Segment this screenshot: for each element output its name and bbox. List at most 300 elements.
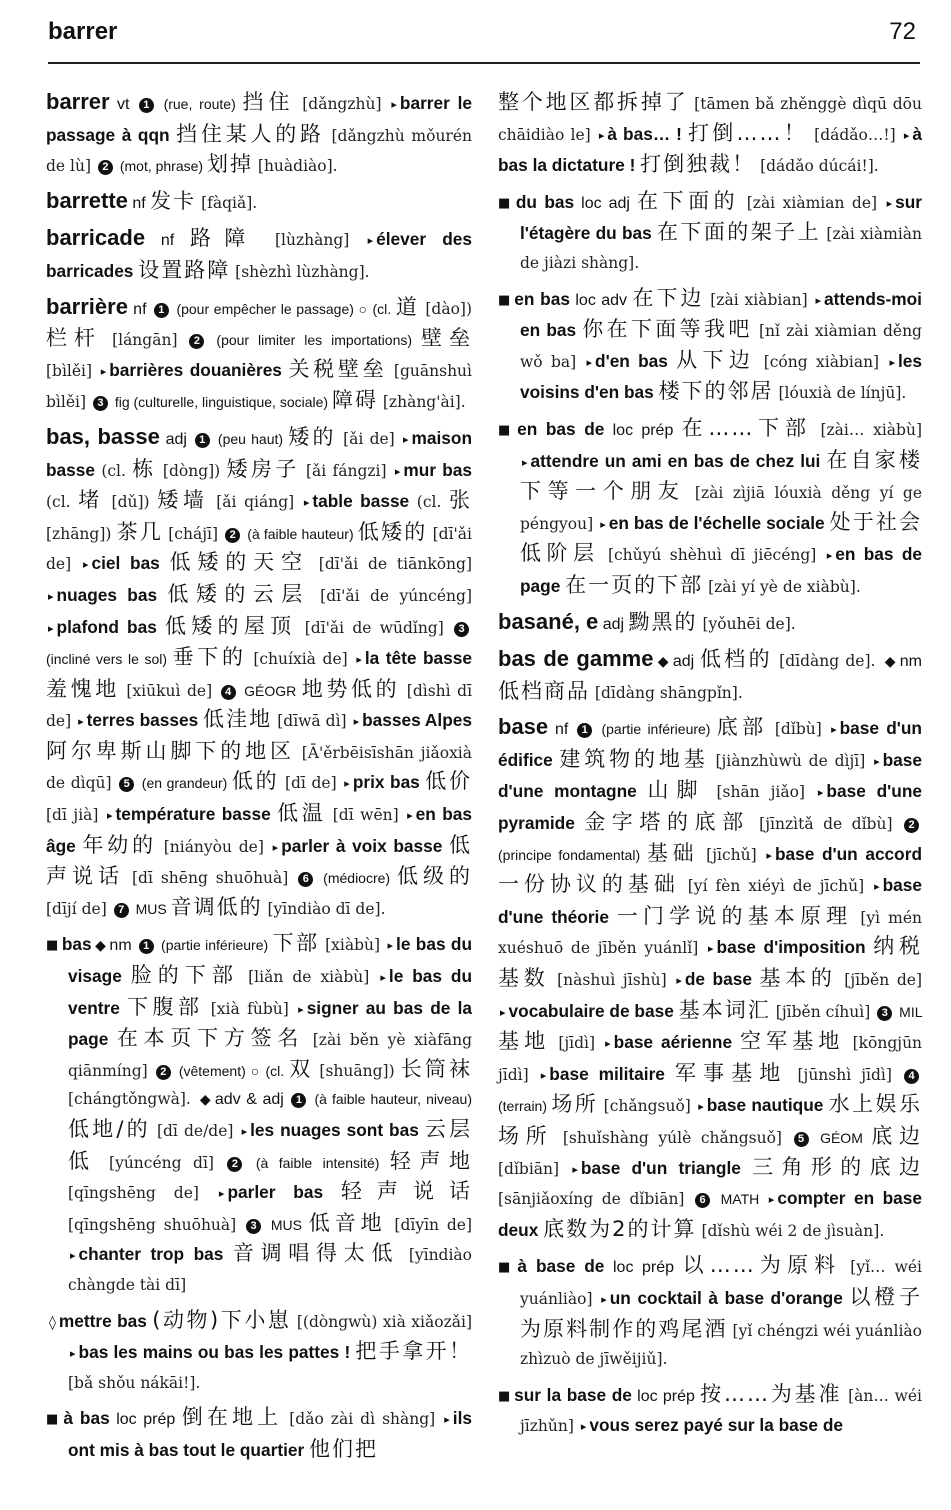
sense-number: 2 <box>904 818 919 833</box>
french-phrase: mettre bas <box>58 1310 153 1331</box>
pinyin: [chájī] <box>163 524 224 543</box>
category-diamond-icon: ◆ <box>94 938 107 955</box>
example-marker-icon: ▸ <box>889 355 895 369</box>
chinese-translation: 楼下的邻居 <box>658 379 774 404</box>
chinese-translation: 建筑物的地基 <box>559 746 709 771</box>
pinyin: [jīnzìtǎ de dǐbù] <box>749 815 902 834</box>
category-diamond-icon: ◆ <box>199 1092 212 1109</box>
sense-number: 3 <box>454 622 469 637</box>
category-diamond-icon: ◆ <box>656 654 670 671</box>
grammar-label: nm <box>899 653 922 671</box>
pinyin: [lùzhàng] <box>258 231 366 250</box>
french-phrase: attends-moi en bas <box>520 288 922 341</box>
pinyin: [zài zìjiā lóuxià děng yí ge péngyou] <box>520 484 922 533</box>
subentry <box>498 1251 922 1373</box>
sense-number: 1 <box>577 723 592 738</box>
chinese-translation: 低级的 <box>396 864 473 889</box>
french-phrase: vous serez payé sur la base de <box>589 1415 843 1436</box>
pinyin: [nàshuì jīshù] <box>549 971 675 990</box>
french-phrase: mur bas <box>403 459 472 480</box>
example-marker-icon: ▸ <box>70 1347 76 1361</box>
usage-note: MATH <box>713 1191 767 1208</box>
example-marker-icon: ▸ <box>698 1100 704 1114</box>
usage-note: GÉOM <box>811 1130 872 1146</box>
chinese-translation: 以……为原料 <box>682 1253 842 1278</box>
usage-note: (principe fondamental) <box>498 846 647 863</box>
grammar-label: nf <box>127 194 151 212</box>
pinyin: [shuǐshàng yúlè chǎngsuǒ] <box>553 1129 792 1147</box>
headword: bas, basse <box>46 423 160 449</box>
sense-number: 2 <box>227 1157 242 1172</box>
dictionary-entry <box>46 187 472 219</box>
chinese-translation: 低矮的屋顶 <box>164 613 297 638</box>
grammar-label: loc prép <box>109 1411 182 1429</box>
usage-note: fig (culturelle, linguistique, sociale) <box>110 394 332 411</box>
grammar-label: vt <box>109 96 137 113</box>
usage-note: (à faible hauteur, niveau) <box>309 1091 473 1108</box>
example-marker-icon: ▸ <box>874 880 880 894</box>
grammar-label: adj <box>672 653 700 671</box>
grammar-label: adj <box>159 430 193 448</box>
pinyin: [dòng]) <box>156 461 227 480</box>
pinyin: [lángān] <box>102 331 188 350</box>
chinese-translation: 三角形的底边 <box>752 1154 922 1179</box>
pinyin: [ǎi de] <box>336 429 401 448</box>
usage-note: (incliné vers le sol) <box>46 651 173 668</box>
french-phrase: à bas… ! <box>607 123 688 144</box>
pinyin: [dǎngzhù] <box>294 95 390 113</box>
french-phrase: ciel bas <box>91 553 170 574</box>
example-marker-icon: ▸ <box>572 1162 578 1176</box>
pinyin: (cl. <box>409 493 450 512</box>
dictionary-entry <box>46 293 472 417</box>
usage-note: (médiocre) <box>316 870 397 887</box>
example-marker-icon: ▸ <box>70 1249 76 1263</box>
chinese-translation: (动物)下小崽 <box>152 1307 292 1332</box>
pinyin: [yǐ chéngzi wéi yuánliào zhìzuò de jīwěijiǔ]. <box>520 1321 922 1369</box>
pinyin: [yǒuhēi de]. <box>697 614 796 633</box>
example-marker-icon: ▸ <box>353 715 360 729</box>
french-phrase: bas <box>61 934 92 955</box>
chinese-translation: 水上娱乐场所 <box>498 1092 922 1148</box>
french-phrase: base d'un accord <box>774 843 923 864</box>
french-phrase: en bas <box>514 288 570 309</box>
chinese-translation: 低档的 <box>699 647 773 672</box>
chinese-translation: 地势低的 <box>301 676 401 701</box>
pinyin: [dī shēng shuōhuà] <box>124 869 297 888</box>
sense-number: 2 <box>156 1065 171 1080</box>
french-phrase: élever des barricades <box>46 229 473 281</box>
chinese-translation: 低档商品 <box>498 678 590 703</box>
sense-number: 2 <box>225 528 240 543</box>
chinese-translation: 划掉 <box>206 152 253 177</box>
chinese-translation: 音调低的 <box>170 894 263 919</box>
pinyin: [dīyīn de] <box>386 1215 473 1234</box>
french-phrase: en bas de page <box>520 544 922 596</box>
french-phrase: base militaire <box>549 1063 675 1084</box>
pinyin: [liǎn de xiàbù] <box>239 968 379 987</box>
pinyin: [cóng xiàbian] <box>755 352 888 371</box>
french-phrase: maison basse <box>46 427 473 480</box>
pinyin: [ǎi qiáng] <box>208 493 302 512</box>
subentry-square-icon: ■ <box>498 1260 515 1276</box>
running-headword: barrer <box>48 18 118 45</box>
dictionary-entry <box>46 88 472 181</box>
pinyin: [chuíxià de] <box>246 650 355 669</box>
dictionary-entry <box>46 224 472 286</box>
grammar-label: adj <box>598 615 629 633</box>
chinese-translation: 低的 <box>231 769 280 794</box>
example-marker-icon: ▸ <box>817 786 824 800</box>
page-header <box>48 14 920 54</box>
subentry-square-icon: ■ <box>498 195 513 211</box>
pinyin: [tāmen bǎ zhěnggè dìqū dōu chāidiào le] <box>498 95 922 144</box>
dictionary-entry <box>46 423 472 924</box>
sense-number: 7 <box>114 903 129 918</box>
chinese-translation: 道 <box>395 294 420 319</box>
chinese-translation: 矮墙 <box>157 488 209 513</box>
grammar-label: nm <box>109 937 137 955</box>
chinese-translation: 他们把 <box>309 1436 379 1461</box>
subentry-square-icon: ■ <box>498 1388 512 1404</box>
grammar-label: loc adj <box>574 194 637 212</box>
chinese-translation: 在自家楼下等一个朋友 <box>520 447 923 504</box>
chinese-translation: 云层低 <box>68 1117 473 1173</box>
chinese-translation: 阿尔卑斯山脚下的地区 <box>46 738 295 763</box>
pinyin: [bǎ shǒu nákāi!]. <box>68 1373 201 1392</box>
pinyin: [chángtǒngwà]. <box>68 1090 197 1109</box>
french-phrase: terres basses <box>86 710 204 731</box>
chinese-translation: 发卡 <box>150 188 197 213</box>
example-marker-icon: ▸ <box>344 777 350 791</box>
right-column <box>498 88 922 1448</box>
example-marker-icon: ▸ <box>815 293 822 307</box>
pinyin: [dìshì dī de] <box>46 681 473 731</box>
sense-number: 1 <box>139 939 154 954</box>
example-marker-icon: ▸ <box>48 621 54 635</box>
pinyin: [dádǎo…!] <box>808 125 902 144</box>
chinese-translation: 按……为基准 <box>700 1381 843 1406</box>
usage-note: (terrain) <box>498 1098 552 1115</box>
sense-number: 3 <box>93 396 108 411</box>
chinese-translation: 设置路障 <box>138 257 231 282</box>
french-phrase: base d'une pyramide <box>498 781 922 834</box>
pinyin: [niányòu de] <box>156 837 271 856</box>
example-marker-icon: ▸ <box>708 942 714 956</box>
chinese-translation: 障碍 <box>331 388 378 413</box>
chinese-translation: 挡住 <box>242 90 295 114</box>
grammar-label: adv & adj <box>214 1091 290 1109</box>
example-marker-icon: ▸ <box>586 355 593 369</box>
usage-note: GÉOGR <box>238 682 302 699</box>
chinese-translation: 一门学说的基本原理 <box>616 903 853 928</box>
french-phrase: bas les mains ou bas les pattes ! <box>78 1342 356 1363</box>
chinese-translation: 把手拿开！ <box>355 1339 472 1364</box>
french-phrase: nuages bas <box>56 584 168 605</box>
chinese-translation: 在……下部 <box>681 415 812 440</box>
pinyin: [yīndiào chàngde tài dī] <box>68 1246 473 1294</box>
french-phrase: du bas <box>515 191 575 212</box>
pinyin: [dī de/de] <box>150 1122 240 1140</box>
french-phrase: de base <box>684 969 760 990</box>
pinyin: [dádǎo dúcái!]. <box>755 157 879 176</box>
usage-note: (en grandeur) <box>137 775 232 792</box>
pinyin: [yúncéng dī] <box>97 1153 226 1172</box>
french-phrase: à bas la dictature ! <box>498 123 922 176</box>
pinyin: [zài xiàmian de] <box>739 193 885 212</box>
example-marker-icon: ▸ <box>766 848 772 862</box>
example-marker-icon: ▸ <box>78 715 84 729</box>
pinyin: [zài xiàbian] <box>704 290 814 309</box>
chinese-translation: 黝黑的 <box>628 609 698 634</box>
french-phrase: base nautique <box>706 1095 829 1116</box>
pinyin: [dǐbù] <box>767 720 830 739</box>
chinese-translation: 低地/的 <box>68 1117 151 1141</box>
chinese-translation: 基础 <box>646 840 699 865</box>
french-phrase: sur l'étagère du bas <box>520 191 923 244</box>
dictionary-entry <box>498 713 922 1245</box>
chinese-translation: 栏杆 <box>46 326 103 351</box>
usage-note: (mot, phrase) <box>115 158 207 175</box>
french-phrase: base d'imposition <box>716 937 874 958</box>
example-marker-icon: ▸ <box>522 455 528 469</box>
chinese-translation: 下部 <box>272 931 320 956</box>
pinyin: [dǐshù wéi 2 de jìsuàn]. <box>696 1221 885 1240</box>
french-phrase: base d'un triangle <box>580 1157 753 1178</box>
subentry <box>46 1306 472 1398</box>
chinese-translation: 矮的 <box>288 424 337 449</box>
chinese-translation: 在下面的 <box>636 188 740 213</box>
grammar-label: loc prép <box>604 1259 683 1277</box>
pinyin: [jīchǔ] <box>698 845 765 864</box>
chinese-translation: 张 <box>449 488 473 513</box>
grammar-label: nf <box>127 300 152 318</box>
chinese-translation: 羞愧地 <box>46 676 120 701</box>
chinese-translation: 低声说话 <box>46 832 472 889</box>
chinese-translation: 低音地 <box>308 1210 387 1235</box>
example-marker-icon: ▸ <box>394 464 401 478</box>
french-phrase: en bas de <box>517 418 605 439</box>
chinese-translation: 在本页下方签名 <box>116 1026 305 1051</box>
french-phrase: base d'un édifice <box>498 718 922 770</box>
sense-number: 4 <box>221 685 236 700</box>
french-phrase: barrières douanières <box>109 359 289 380</box>
usage-note: (à faible intensité) <box>245 1154 390 1171</box>
pinyin: [zài… xiàbù] <box>811 420 922 439</box>
chinese-translation: 在下边 <box>632 285 705 310</box>
pinyin: [àn… wéi jīzhǔn] <box>520 1386 922 1436</box>
example-marker-icon: ▸ <box>272 840 279 854</box>
pinyin: [jīdì] <box>550 1034 604 1053</box>
subentry-square-icon: ■ <box>498 292 512 308</box>
example-marker-icon: ▸ <box>48 589 54 603</box>
chinese-translation: 空军基地 <box>740 1029 845 1054</box>
category-diamond-icon: ◊ <box>49 1314 56 1331</box>
example-marker-icon: ▸ <box>676 974 682 988</box>
pinyin: [zhāng]) <box>46 524 117 543</box>
french-phrase: à base de <box>517 1256 605 1277</box>
pinyin: [huàdiào]. <box>252 157 338 176</box>
chinese-translation: 脸的下部 <box>130 963 240 988</box>
french-phrase: signer au bas de la page <box>68 997 473 1050</box>
headword: base <box>498 714 549 740</box>
chinese-translation: 壁垒 <box>420 326 473 351</box>
pinyin: [shuāng]) <box>313 1061 401 1080</box>
pinyin: [guānshuì bìlěi] <box>46 361 472 412</box>
subentry <box>46 1403 472 1465</box>
example-marker-icon: ▸ <box>241 1125 248 1138</box>
french-phrase: barrer le passage à qqn <box>46 93 472 145</box>
sense-number: 3 <box>877 1006 892 1021</box>
usage-note: (à faible hauteur) <box>243 525 358 542</box>
chinese-translation: 军事基地 <box>674 1060 788 1085</box>
chinese-translation: 年幼的 <box>82 832 157 857</box>
sense-number: 6 <box>298 872 313 887</box>
pinyin: [zài yí yè de xiàbù]. <box>703 577 861 596</box>
pinyin: [nǐ zài xiàmian děng wǒ ba] <box>520 322 922 371</box>
chinese-translation: 矮房子 <box>226 456 300 481</box>
pinyin: (cl. <box>46 493 79 512</box>
chinese-translation: 场所 <box>551 1092 599 1117</box>
french-phrase: attendre un ami en bas de chez lui <box>530 450 827 471</box>
chinese-translation: 山脚 <box>647 778 706 803</box>
example-marker-icon: ▸ <box>298 1002 304 1016</box>
pinyin: [dī'ǎi de yúncéng] <box>309 586 472 605</box>
chinese-translation: 双 <box>289 1056 314 1081</box>
french-phrase: température basse <box>115 804 278 825</box>
chinese-translation: 低矮的云层 <box>167 581 310 606</box>
french-phrase: vocabulaire de base <box>508 1000 679 1021</box>
usage-note: (vêtement) ○ (cl. <box>173 1062 290 1079</box>
sense-number: 5 <box>119 777 134 792</box>
grammar-label: loc prép <box>604 421 682 439</box>
example-marker-icon: ▸ <box>402 432 409 446</box>
pinyin: [qīngshēng shuōhuà] <box>68 1215 245 1234</box>
chinese-translation: 整个地区都拆掉了 <box>498 90 689 114</box>
example-marker-icon: ▸ <box>218 1187 225 1201</box>
chinese-translation: 处于社会低阶层 <box>520 509 922 566</box>
sense-number: 3 <box>246 1219 261 1234</box>
french-phrase: la tête basse <box>364 648 472 669</box>
french-phrase: base d'une montagne <box>498 749 922 802</box>
chinese-translation: 基地 <box>498 1029 551 1054</box>
french-phrase: le bas du ventre <box>68 966 473 1018</box>
subentry <box>498 414 922 602</box>
pinyin: [xiàbù] <box>319 936 386 955</box>
category-diamond-icon: ◆ <box>884 654 897 671</box>
example-marker-icon: ▸ <box>367 234 374 248</box>
pinyin: [ǎi fángzi] <box>299 461 393 480</box>
pinyin: [dī de] <box>279 774 343 793</box>
sense-number: 1 <box>154 303 169 318</box>
chinese-translation: 一份协议的基础 <box>498 872 680 897</box>
pinyin: [dīdàng shāngpǐn]. <box>590 683 743 702</box>
pinyin: [dī wēn] <box>326 806 406 825</box>
example-marker-icon: ▸ <box>106 809 113 823</box>
french-phrase: un cocktail à base d'orange <box>609 1287 850 1308</box>
example-marker-icon: ▸ <box>831 723 837 737</box>
headword: barrière <box>46 293 128 319</box>
example-marker-icon: ▸ <box>356 653 362 667</box>
chinese-translation: 关税壁垒 <box>288 356 388 381</box>
subentry <box>498 1380 922 1442</box>
pinyin: [yīndiào dī de]. <box>262 899 386 918</box>
subentry-square-icon: ■ <box>46 1412 61 1428</box>
chinese-translation: 低矮的 <box>357 519 428 544</box>
pinyin: [lóuxià de línjū]. <box>773 384 907 403</box>
french-phrase: prix bas <box>352 772 426 793</box>
french-phrase: parler à voix basse <box>281 835 449 856</box>
pinyin: [kōngjūn jīdì] <box>498 1034 923 1084</box>
french-phrase: d'en bas <box>595 350 677 371</box>
usage-note: MIL <box>895 1003 922 1020</box>
french-phrase: les voisins d'en bas <box>520 350 923 403</box>
dictionary-entry <box>498 645 922 707</box>
pinyin: [dǎo zài dì shàng] <box>282 1410 443 1429</box>
pinyin: [dǐbiān] <box>498 1159 571 1178</box>
chinese-translation: 打倒……！ <box>687 120 808 145</box>
example-marker-icon: ▸ <box>874 754 880 768</box>
pinyin: [jīběn cíhuì] <box>770 1002 876 1021</box>
example-marker-icon: ▸ <box>605 1037 611 1051</box>
french-phrase: base aérienne <box>613 1032 740 1053</box>
headword: barrer <box>46 89 110 114</box>
header-rule <box>48 62 920 64</box>
french-phrase: le bas du visage <box>68 934 473 987</box>
chinese-translation: 挡住某人的路 <box>176 121 325 146</box>
pinyin: [dī'ǎi de wūdǐng] <box>296 618 453 637</box>
dictionary-entry <box>498 608 922 640</box>
left-column <box>46 88 472 1472</box>
example-marker-icon: ▸ <box>580 1420 587 1434</box>
usage-note: MUS <box>264 1216 309 1233</box>
entry-continuation <box>498 88 922 181</box>
usage-note: (pour empêcher le passage) ○ (cl. <box>171 300 396 317</box>
example-marker-icon: ▸ <box>407 809 413 823</box>
pinyin: [qīngshēng de] <box>68 1184 217 1203</box>
chinese-translation: 下腹部 <box>127 994 204 1019</box>
chinese-translation: 堵 <box>78 488 104 513</box>
french-phrase: basses Alpes <box>362 710 472 731</box>
subentry-square-icon: ■ <box>46 938 59 954</box>
usage-note: (rue, route) <box>156 96 243 112</box>
example-marker-icon: ▸ <box>500 1005 506 1019</box>
pinyin: [dǎngzhù mǒurén de lù] <box>46 126 472 176</box>
pinyin: [dīwā dì] <box>272 712 352 731</box>
chinese-translation: 在下面的架子上 <box>657 220 822 245</box>
pinyin: [xià fùbù] <box>203 999 297 1018</box>
pinyin: [shān jiǎo] <box>705 783 816 802</box>
french-phrase: les nuages sont bas <box>250 1120 425 1140</box>
french-phrase: table basse <box>312 491 410 512</box>
usage-note: (partie inférieure) <box>156 937 273 954</box>
pinyin: [yì mén xuéshuō de jīběn yuánlǐ] <box>498 908 923 958</box>
example-marker-icon: ▸ <box>303 496 310 510</box>
example-marker-icon: ▸ <box>380 971 386 985</box>
sense-number: 1 <box>291 1093 306 1108</box>
chinese-translation: 低矮的天空 <box>169 550 309 575</box>
usage-note: (pour limiter les importations) <box>207 332 421 349</box>
chinese-translation: 路障 <box>190 226 259 251</box>
chinese-translation: 底部 <box>716 715 768 740</box>
pinyin: [zài běn yè xiàfāng qiānmíng] <box>68 1031 473 1080</box>
pinyin: [fàqiǎ]. <box>196 193 258 212</box>
french-phrase: en bas âge <box>46 804 472 856</box>
pinyin: [zài xiàmiàn de jiàzi shàng]. <box>520 225 923 272</box>
example-marker-icon: ▸ <box>600 517 606 531</box>
grammar-label: loc prép <box>631 1387 701 1405</box>
chinese-translation: 长筒袜 <box>400 1056 473 1081</box>
